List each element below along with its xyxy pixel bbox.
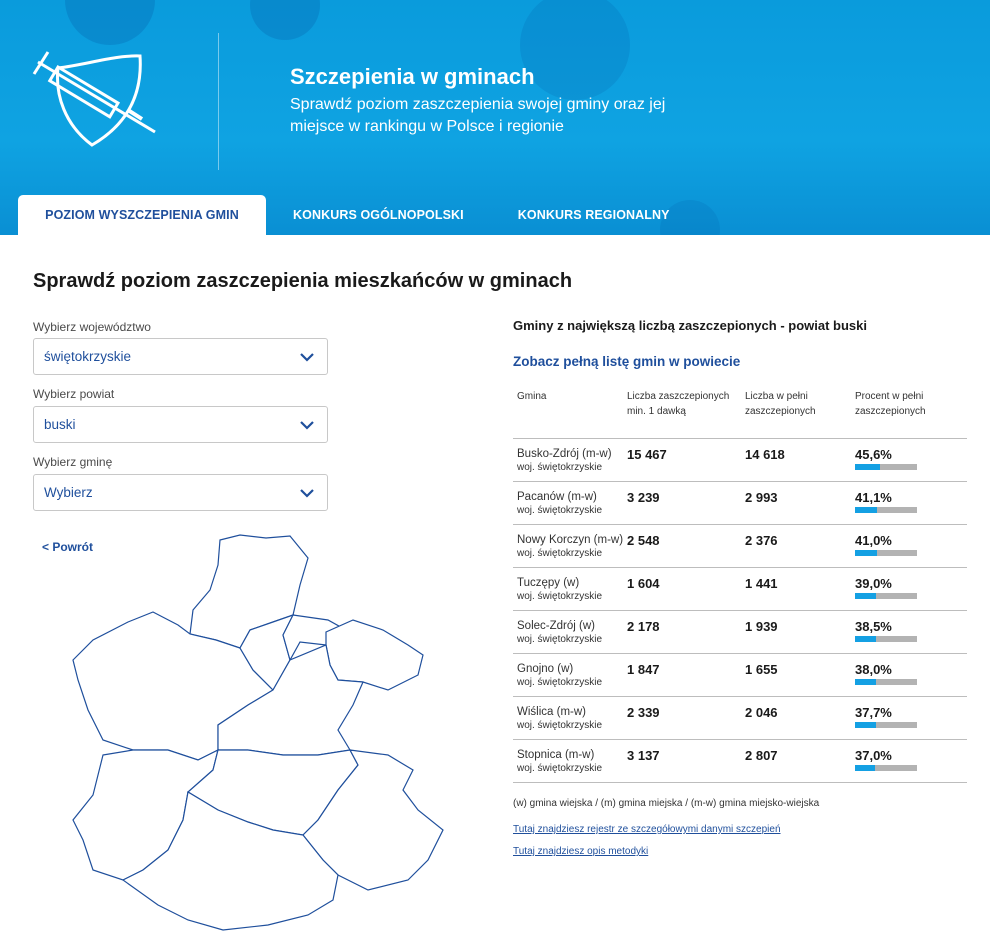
syringe-shield-icon <box>30 40 170 160</box>
chevron-down-icon <box>299 485 315 501</box>
county-value: buski <box>44 417 76 432</box>
cell-min1: 3 239 <box>627 490 660 505</box>
full-list-link[interactable]: Zobacz pełną listę gmin w powiecie <box>513 354 741 369</box>
gmina-voivodeship: woj. świętokrzyskie <box>517 505 603 516</box>
table-row[interactable] <box>513 611 967 654</box>
cell-full: 2 993 <box>745 490 778 505</box>
pct-value: 41,1% <box>855 490 892 505</box>
header-banner <box>0 0 990 235</box>
pct-bar <box>855 464 917 470</box>
pct-bar <box>855 722 917 728</box>
table-row[interactable] <box>513 482 967 525</box>
cell-full: 14 618 <box>745 447 785 462</box>
col-header-full: Liczba w pełni zaszczepionych <box>745 391 816 417</box>
cell-pct <box>855 654 967 696</box>
cell-gmina <box>513 525 627 567</box>
gmina-name: Gnojno (w) <box>517 663 574 675</box>
chevron-down-icon <box>299 349 315 365</box>
col-header-gmina: Gmina <box>517 391 547 402</box>
tab-poziom-wyszczepienia[interactable]: POZIOM WYSZCZEPIENIA GMIN <box>18 195 266 235</box>
table-header <box>513 385 967 439</box>
pct-bar-fill <box>855 722 876 728</box>
commune-label: Wybierz gminę <box>33 455 113 469</box>
legend-text: (w) gmina wiejska / (m) gmina miejska / (m-w) gmina miejsko-wiejska <box>513 798 820 809</box>
table-row[interactable] <box>513 740 967 783</box>
pct-bar <box>855 679 917 685</box>
cell-gmina <box>513 697 627 739</box>
cell-full: 2 807 <box>745 748 778 763</box>
cell-gmina <box>513 611 627 653</box>
gmina-voivodeship: woj. świętokrzyskie <box>517 720 603 731</box>
pct-value: 38,5% <box>855 619 892 634</box>
pct-value: 39,0% <box>855 576 892 591</box>
cell-gmina <box>513 568 627 610</box>
cell-gmina <box>513 740 627 782</box>
gmina-name: Solec-Zdrój (w) <box>517 620 595 632</box>
county-select[interactable] <box>33 406 328 443</box>
cell-min1: 1 604 <box>627 576 660 591</box>
gmina-voivodeship: woj. świętokrzyskie <box>517 677 603 688</box>
pct-bar-fill <box>855 593 876 599</box>
header-title: Szczepienia w gminach <box>290 64 535 89</box>
page-title: Sprawdź poziom zaszczepienia mieszkańców w gminach <box>33 270 573 292</box>
cell-gmina <box>513 482 627 524</box>
back-link[interactable]: < Powrót <box>42 540 94 554</box>
cell-min1: 3 137 <box>627 748 660 763</box>
pct-bar <box>855 507 917 513</box>
cell-min1: 1 847 <box>627 662 660 677</box>
gmina-name: Busko-Zdrój (m-w) <box>517 448 612 460</box>
cell-min1: 15 467 <box>627 447 667 462</box>
panel-title: Gminy z największą liczbą zaszczepionych - powiat buski <box>513 318 867 333</box>
county-map <box>68 530 453 935</box>
tab-konkurs-regionalny[interactable]: KONKURS REGIONALNY <box>517 208 670 222</box>
gmina-voivodeship: woj. świętokrzyskie <box>517 634 603 645</box>
pct-bar-fill <box>855 636 876 642</box>
virus-decoration <box>250 0 320 40</box>
pct-bar <box>855 636 917 642</box>
pct-bar-fill <box>855 550 877 556</box>
county-label: Wybierz powiat <box>33 387 115 401</box>
table-row[interactable] <box>513 568 967 611</box>
cell-full: 2 376 <box>745 533 778 548</box>
cell-full: 1 939 <box>745 619 778 634</box>
col-header-min1: Liczba zaszczepionych min. 1 dawką <box>627 391 730 417</box>
pct-bar-fill <box>855 464 880 470</box>
gmina-voivodeship: woj. świętokrzyskie <box>517 591 603 602</box>
pct-value: 37,0% <box>855 748 892 763</box>
gmina-voivodeship: woj. świętokrzyskie <box>517 462 603 473</box>
gmina-name: Wiślica (m-w) <box>517 706 586 718</box>
pct-value: 45,6% <box>855 447 892 462</box>
pct-value: 38,0% <box>855 662 892 677</box>
tab-konkurs-ogolnopolski[interactable]: KONKURS OGÓLNOPOLSKI <box>293 208 464 222</box>
gmina-name: Nowy Korczyn (m-w) <box>517 534 624 546</box>
cell-gmina <box>513 439 627 481</box>
cell-full: 1 655 <box>745 662 778 677</box>
tab-bar <box>18 195 697 235</box>
cell-gmina <box>513 654 627 696</box>
chevron-down-icon <box>299 417 315 433</box>
gmina-voivodeship: woj. świętokrzyskie <box>517 763 603 774</box>
voivodeship-select[interactable] <box>33 338 328 375</box>
map-commune[interactable] <box>326 620 423 690</box>
pct-bar <box>855 550 917 556</box>
pct-bar-fill <box>855 765 875 771</box>
cell-pct <box>855 482 967 524</box>
gmina-name: Tuczępy (w) <box>517 577 580 589</box>
registry-link[interactable]: Tutaj znajdziesz rejestr ze szczegółowymi danymi szczepień <box>513 824 781 835</box>
header-subtitle: Sprawdź poziom zaszczepienia swojej gminy oraz jej miejsce w rankingu w Polsce i regionie <box>290 96 666 135</box>
cell-pct <box>855 697 967 739</box>
pct-bar-fill <box>855 679 876 685</box>
cell-min1: 2 548 <box>627 533 660 548</box>
cell-pct <box>855 439 967 481</box>
cell-pct <box>855 740 967 782</box>
pct-value: 37,7% <box>855 705 892 720</box>
methodology-link[interactable]: Tutaj znajdziesz opis metodyki <box>513 846 649 857</box>
cell-pct <box>855 611 967 653</box>
cell-min1: 2 178 <box>627 619 660 634</box>
pct-bar <box>855 593 917 599</box>
table-row[interactable] <box>513 654 967 697</box>
table-row[interactable] <box>513 525 967 568</box>
table-row[interactable] <box>513 439 967 482</box>
voivodeship-label: Wybierz województwo <box>33 320 151 334</box>
table-row[interactable] <box>513 697 967 740</box>
gmina-name: Pacanów (m-w) <box>517 491 597 503</box>
cell-pct <box>855 568 967 610</box>
ranking-table <box>513 385 967 783</box>
cell-min1: 2 339 <box>627 705 660 720</box>
col-header-pct: Procent w pełni zaszczepionych <box>855 391 926 417</box>
pct-bar-fill <box>855 507 877 513</box>
header-divider <box>218 33 219 170</box>
commune-value: Wybierz <box>44 485 93 500</box>
voivodeship-value: świętokrzyskie <box>44 349 132 364</box>
pct-bar <box>855 765 917 771</box>
commune-select[interactable] <box>33 474 328 511</box>
pct-value: 41,0% <box>855 533 892 548</box>
virus-decoration <box>65 0 155 45</box>
gmina-voivodeship: woj. świętokrzyskie <box>517 548 603 559</box>
virus-decoration <box>520 0 630 100</box>
gmina-name: Stopnica (m-w) <box>517 749 595 761</box>
cell-full: 2 046 <box>745 705 778 720</box>
cell-pct <box>855 525 967 567</box>
cell-full: 1 441 <box>745 576 778 591</box>
